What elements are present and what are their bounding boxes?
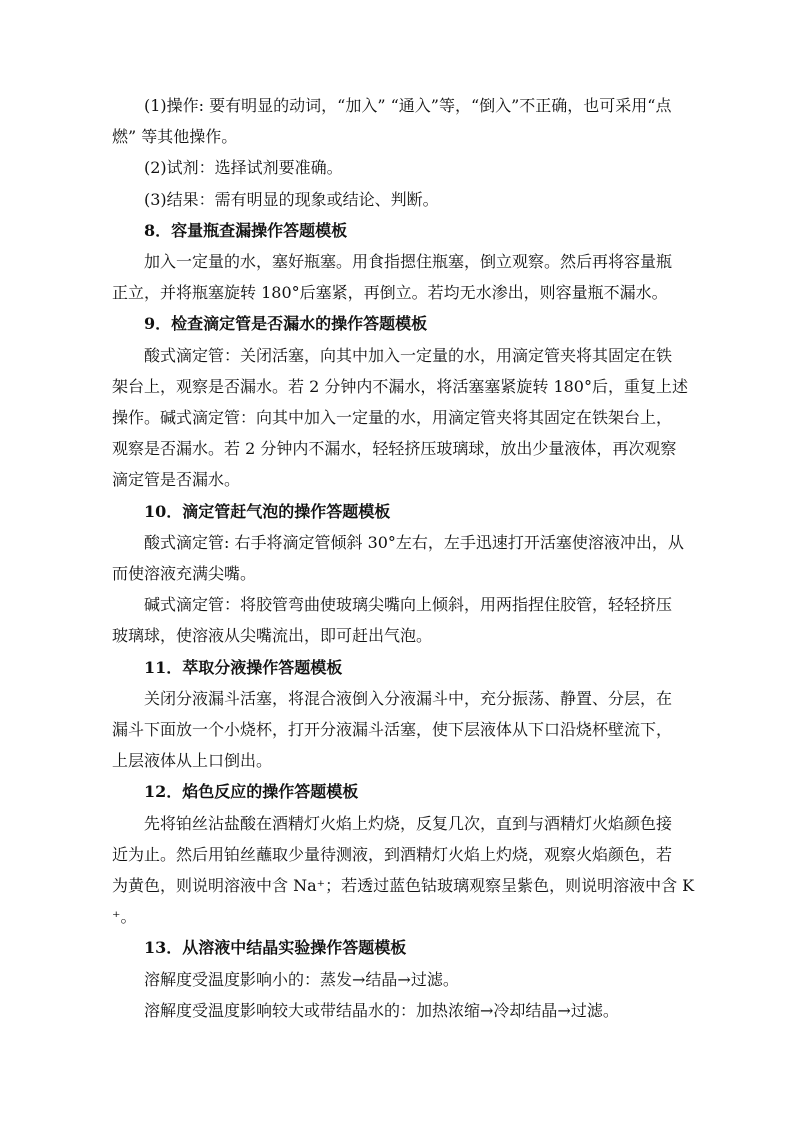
text-line: 燃” 等其他操作。 (112, 127, 238, 147)
text-line: 架台上，观察是否漏水。若 2 分钟内不漏水，将活塞塞紧旋转 180°后，重复上述 (112, 376, 688, 396)
text-line: 溶解度受温度影响较大或带结晶水的：加热浓缩→冷却结晶→过滤。 (144, 1000, 619, 1020)
text-line: 酸式滴定管: 右手将滴定管倾斜 30°左右，左手迅速打开活塞使溶液冲出，从 (144, 532, 684, 552)
text-line: (3)结果：需有明显的现象或结论、判断。 (144, 189, 439, 209)
text-line: 观察是否漏水。若 2 分钟内不漏水，轻轻挤压玻璃球，放出少量液体，再次观察 (112, 439, 677, 459)
text-line: 近为止。然后用铂丝蘸取少量待测液，到酒精灯火焰上灼烧，观察火焰颜色，若 (112, 844, 673, 864)
section-heading: 11．萃取分液操作答题模板 (144, 657, 343, 677)
text-line: 漏斗下面放一个小烧杯，打开分液漏斗活塞，使下层液体从下口沿烧杯壁流下， (112, 720, 673, 740)
section-heading: 8．容量瓶查漏操作答题模板 (144, 220, 348, 240)
text-line: 玻璃球，使溶液从尖嘴流出，即可赶出气泡。 (112, 626, 433, 646)
text-line: 碱式滴定管：将胶管弯曲使玻璃尖嘴向上倾斜，用两指捏住胶管，轻轻挤压 (144, 595, 673, 615)
text-line: 溶解度受温度影响小的：蒸发→结晶→过滤。 (144, 969, 459, 989)
text-line: 而使溶液充满尖嘴。 (112, 564, 257, 584)
text-line: (1)操作: 要有明显的动词，“加入” “通入”等，“倒入”不正确，也可采用“点 (144, 96, 672, 115)
text-line: 上层液体从上口倒出。 (112, 751, 273, 771)
text-line: 加入一定量的水，塞好瓶塞。用食指摁住瓶塞，倒立观察。然后再将容量瓶 (144, 252, 673, 272)
text-line: 为黄色，则说明溶液中含 Na⁺；若透过蓝色钴玻璃观察呈紫色，则说明溶液中含 K (112, 876, 695, 896)
text-line: 操作。碱式滴定管：向其中加入一定量的水，用滴定管夹将其固定在铁架台上， (112, 408, 673, 428)
text-line: 正立，并将瓶塞旋转 180°后塞紧，再倒立。若均无水渗出，则容量瓶不漏水。 (112, 283, 668, 303)
text-line: 酸式滴定管：关闭活塞，向其中加入一定量的水，用滴定管夹将其固定在铁 (144, 345, 673, 365)
section-heading: 13．从溶液中结晶实验操作答题模板 (144, 938, 407, 958)
document-page (112, 90, 695, 1026)
section-heading: 10．滴定管赶气泡的操作答题模板 (144, 501, 391, 521)
text-line: (2)试剂：选择试剂要准确。 (144, 158, 343, 178)
section-heading: 12．焰色反应的操作答题模板 (144, 782, 359, 802)
text-line: 滴定管是否漏水。 (112, 470, 241, 490)
text-line: 先将铂丝沾盐酸在酒精灯火焰上灼烧，反复几次，直到与酒精灯火焰颜色接 (144, 813, 673, 833)
section-heading: 9．检查滴定管是否漏水的操作答题模板 (144, 314, 428, 334)
text-line: 关闭分液漏斗活塞，将混合液倒入分液漏斗中，充分振荡、静置、分层，在 (144, 688, 673, 708)
text-line: ⁺。 (112, 907, 137, 927)
